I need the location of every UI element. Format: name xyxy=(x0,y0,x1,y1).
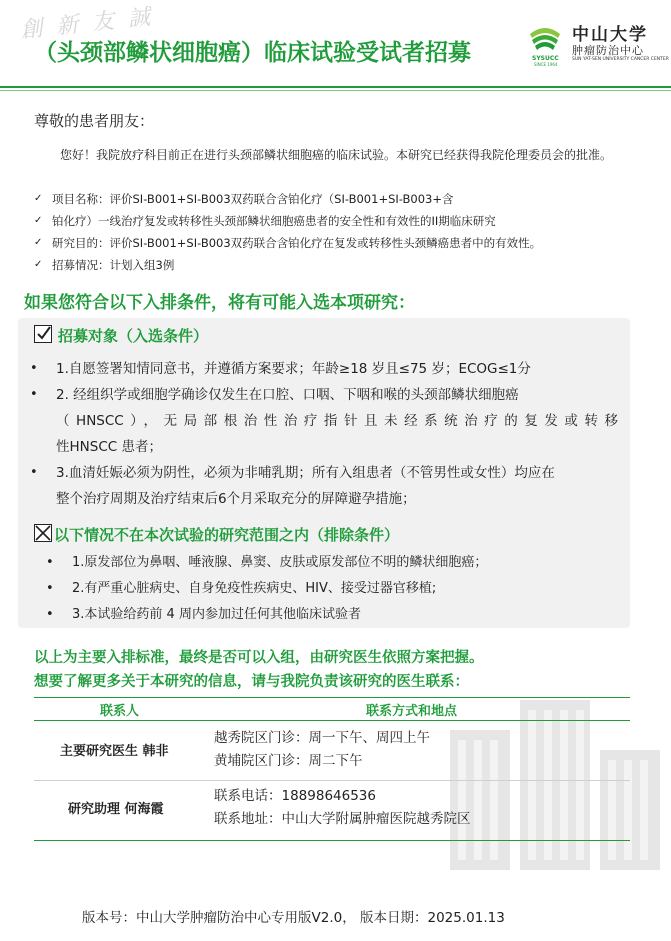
list-item: ✓ 项目名称：评价SI-B001+SI-B003双药联合含铂化疗（SI-B001+SI-B003+含 xyxy=(34,188,634,210)
list-item: • 2. 经组织学或细胞学确诊仅发生在口腔、口咽、下咽和喉的头颈部鳞状细胞癌 （HNSCC），无局部根治性治疗指针且未经系统治疗的复发或转移 性HNSCC 患者； xyxy=(26,382,618,460)
crossed-box-icon xyxy=(34,524,52,542)
table-row-divider xyxy=(34,780,630,781)
contact-details: 联系电话：18898646536 联系地址：中山大学附属肿瘤医院越秀院区 xyxy=(214,788,471,827)
study-info-list xyxy=(34,188,634,276)
list-item: • 3.本试验给药前 4 周内参加过任何其他临床试验者 xyxy=(26,602,618,628)
contact-notice: 以上为主要入排标准，最终是否可以入组，由研究医生依照方案把握。 想要了解更多关于本研究的信息，请与我院负责该研究的医生联系： xyxy=(34,650,484,690)
logo-university-name: 中山大学 xyxy=(572,25,648,45)
version-footer: 版本号：中山大学肿瘤防治中心专用版V2.0， 版本日期：2025.01.13 xyxy=(82,910,505,926)
check-icon: ✓ xyxy=(34,237,43,248)
check-icon: ✓ xyxy=(34,193,43,204)
check-icon: ✓ xyxy=(34,259,43,270)
sysucc-logo-icon xyxy=(528,24,562,54)
logo-abbr: SYSUCC xyxy=(532,55,559,62)
bullet-icon: • xyxy=(46,581,54,596)
bullet-icon: • xyxy=(30,361,38,376)
list-item: • 1.自愿签署知情同意书，并遵循方案要求；年龄≥18 岁且≤75 岁；ECOG≤1分 xyxy=(26,356,618,382)
list-item: • 2.有严重心脏病史、自身免疫性疾病史、HIV、接受过器官移植; xyxy=(26,576,618,602)
contact-details: 越秀院区门诊：周一下午、周四上午 黄埔院区门诊：周二下午 xyxy=(214,730,430,769)
bullet-icon: • xyxy=(30,465,38,480)
calligraphy-watermark: 創新友誠 xyxy=(19,3,166,44)
list-item: • 1.原发部位为鼻咽、唾液腺、鼻窦、皮肤或原发部位不明的鳞状细胞癌； xyxy=(26,550,618,576)
table-header-contact: 联系人 xyxy=(100,704,140,719)
bullet-icon: • xyxy=(46,555,54,570)
bullet-icon: • xyxy=(30,387,38,402)
logo-department: 肿瘤防治中心 xyxy=(572,44,644,57)
checked-box-icon xyxy=(34,325,52,343)
check-icon: ✓ xyxy=(34,215,43,226)
list-item: ✓ 招募情况：计划入组3例 xyxy=(34,254,634,276)
page-header xyxy=(0,0,671,82)
bullet-icon: • xyxy=(46,607,54,622)
logo-since: SINCE 1964 xyxy=(534,62,558,67)
table-header-rule xyxy=(34,720,630,721)
inclusion-list xyxy=(26,356,618,512)
table-header-method: 联系方式和地点 xyxy=(366,704,458,719)
intro-paragraph: 您好！我院放疗科目前正在进行头颈部鳞状细胞癌的临床试验。本研究已经获得我院伦理委员会的批准。 xyxy=(60,148,613,162)
inclusion-title: 招募对象（入选条件） xyxy=(34,325,208,346)
table-top-rule xyxy=(34,697,630,698)
exclusion-list xyxy=(26,550,618,628)
header-divider-thin xyxy=(0,90,671,91)
contact-name: 研究助理 何海霞 xyxy=(68,802,164,817)
list-item: ✓ 研究目的：评价SI-B001+SI-B003双药联合含铂化疗在复发或转移性头颈鳞癌患者中的有效性。 xyxy=(34,232,634,254)
exclusion-title: 以下情况不在本次试验的研究范围之内（排除条件） xyxy=(34,524,399,545)
page-title: （头颈部鳞状细胞癌）临床试验受试者招募 xyxy=(34,40,471,66)
list-item: ✓ 铂化疗）一线治疗复发或转移性头颈部鳞状细胞癌患者的安全性和有效性的II期临床研究 xyxy=(34,210,634,232)
list-item: • 3.血清妊娠必须为阴性，必须为非哺乳期；所有入组患者（不管男性或女性）均应在 整个治疗周期及治疗结束后6个月采取充分的屏障避孕措施； xyxy=(26,460,618,512)
logo-english-name: SUN YAT-SEN UNIVERSITY CANCER CENTER xyxy=(572,57,669,62)
eligibility-heading: 如果您符合以下入排条件，将有可能入选本项研究： xyxy=(24,293,415,313)
header-divider xyxy=(0,86,671,88)
contact-name: 主要研究医生 韩非 xyxy=(60,744,169,759)
greeting: 尊敬的患者朋友： xyxy=(34,112,155,130)
table-bottom-rule xyxy=(34,840,630,841)
